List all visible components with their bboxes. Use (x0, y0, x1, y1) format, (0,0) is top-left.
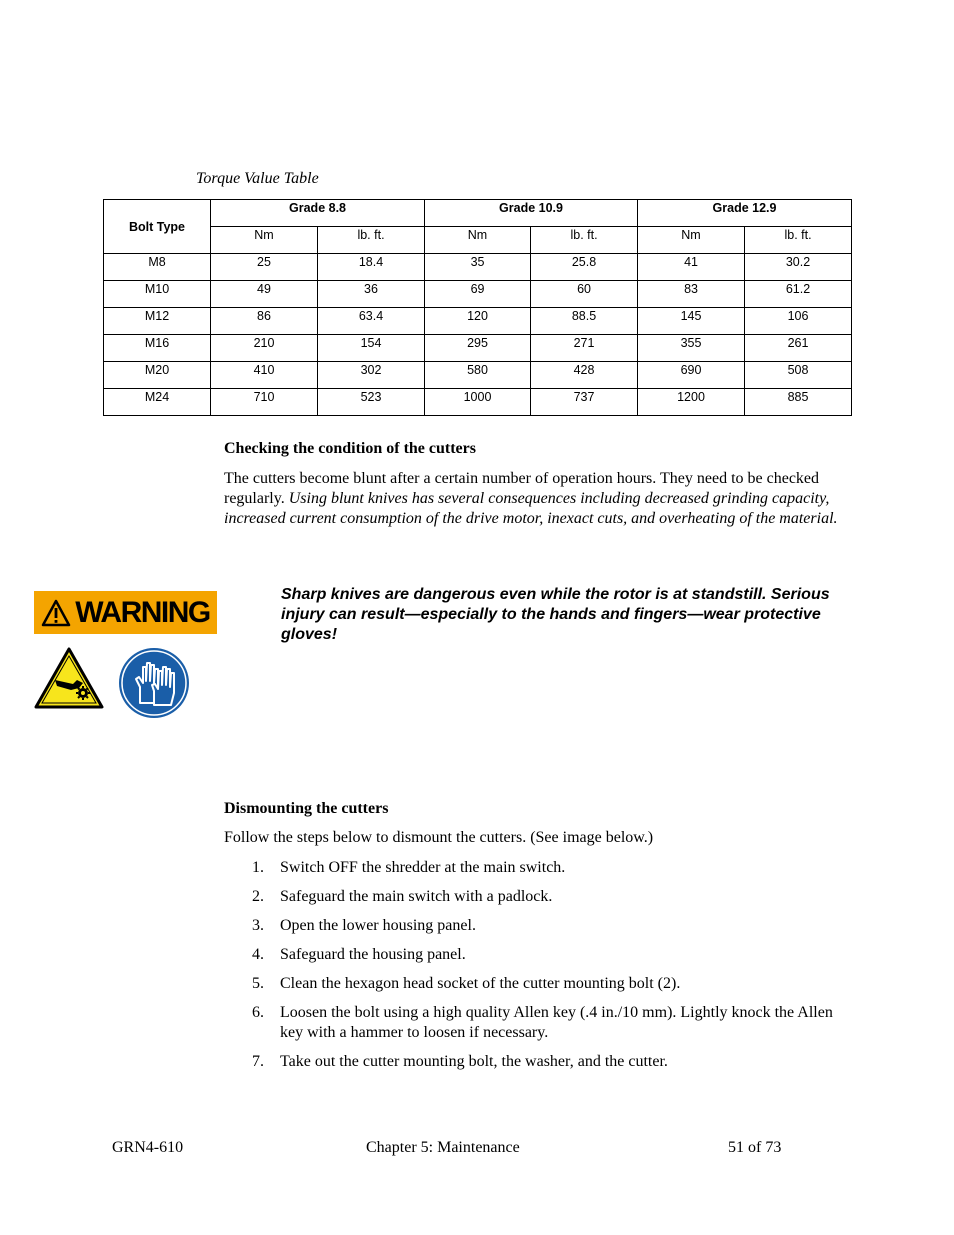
list-item (224, 974, 844, 994)
table-row (104, 335, 852, 362)
alert-triangle-icon (41, 599, 71, 627)
list-item (224, 1052, 844, 1072)
warning-badge (34, 591, 217, 634)
bolt-type-cell: M24 (104, 389, 211, 416)
list-item (224, 916, 844, 936)
torque-value-cell: 41 (638, 254, 745, 281)
torque-value-cell: 60 (531, 281, 638, 308)
bolt-type-cell: M12 (104, 308, 211, 335)
table-row (104, 362, 852, 389)
torque-value-cell: 35 (425, 254, 531, 281)
wear-gloves-icon (118, 647, 190, 719)
torque-value-table (103, 199, 852, 416)
torque-value-cell: 1000 (425, 389, 531, 416)
footer-model: GRN4-610 (112, 1139, 184, 1156)
unit-header: Nm (425, 227, 531, 254)
step-number: 4. (252, 946, 264, 963)
torque-value-cell: 25 (211, 254, 318, 281)
list-item (224, 945, 844, 965)
bolt-type-cell: M10 (104, 281, 211, 308)
checking-paragraph (224, 469, 844, 529)
torque-value-cell: 30.2 (745, 254, 852, 281)
torque-value-cell: 508 (745, 362, 852, 389)
bolt-type-cell: M8 (104, 254, 211, 281)
list-item (224, 1003, 844, 1043)
torque-value-cell: 271 (531, 335, 638, 362)
checking-text: The cutters become blunt after a certain number of operation hours. They need to be checked regularly. (224, 470, 820, 507)
torque-value-cell: 690 (638, 362, 745, 389)
bolt-type-cell: M16 (104, 335, 211, 362)
table-row (104, 308, 852, 335)
torque-value-cell: 61.2 (745, 281, 852, 308)
unit-header: Nm (211, 227, 318, 254)
step-text: Safeguard the housing panel. (280, 946, 466, 963)
torque-value-cell: 63.4 (318, 308, 425, 335)
checking-heading: Checking the condition of the cutters (224, 440, 476, 457)
torque-value-cell: 302 (318, 362, 425, 389)
torque-value-cell: 261 (745, 335, 852, 362)
torque-value-cell: 18.4 (318, 254, 425, 281)
torque-value-cell: 295 (425, 335, 531, 362)
torque-value-cell: 410 (211, 362, 318, 389)
grade-header: Grade 8.8 (211, 200, 425, 227)
step-number: 3. (252, 917, 264, 934)
unit-header: lb. ft. (318, 227, 425, 254)
cutting-hazard-icon (33, 646, 105, 710)
bolt-type-header: Bolt Type (104, 200, 211, 254)
torque-value-cell: 120 (425, 308, 531, 335)
checking-text-italic: Using blunt knives has several consequences including decreased grinding capacity, increased current consumption of the drive motor, inexact cuts, and overheating of the material. (224, 490, 838, 527)
torque-value-cell: 36 (318, 281, 425, 308)
unit-header: lb. ft. (745, 227, 852, 254)
dismounting-heading: Dismounting the cutters (224, 800, 389, 817)
footer-chapter: Chapter 5: Maintenance (366, 1139, 520, 1156)
table-row (104, 281, 852, 308)
step-number: 7. (252, 1053, 264, 1070)
bolt-type-cell: M20 (104, 362, 211, 389)
list-item (224, 887, 844, 907)
torque-value-cell: 428 (531, 362, 638, 389)
torque-value-cell: 25.8 (531, 254, 638, 281)
step-text: Safeguard the main switch with a padlock. (280, 888, 553, 905)
torque-value-cell: 106 (745, 308, 852, 335)
dismounting-steps (224, 858, 844, 1081)
step-number: 2. (252, 888, 264, 905)
torque-value-cell: 69 (425, 281, 531, 308)
step-number: 1. (252, 859, 264, 876)
step-text: Open the lower housing panel. (280, 917, 476, 934)
dismounting-intro: Follow the steps below to dismount the cutters. (See image below.) (224, 829, 654, 846)
unit-header: Nm (638, 227, 745, 254)
table-caption: Torque Value Table (196, 170, 319, 187)
step-text: Loosen the bolt using a high quality Allen key (.4 in./10 mm). Lightly knock the Allen key with a hammer to loosen if necessary. (280, 1004, 833, 1041)
torque-value-cell: 355 (638, 335, 745, 362)
torque-value-cell: 145 (638, 308, 745, 335)
table-row (104, 254, 852, 281)
torque-value-cell: 83 (638, 281, 745, 308)
torque-value-cell: 523 (318, 389, 425, 416)
step-text: Take out the cutter mounting bolt, the washer, and the cutter. (280, 1053, 668, 1070)
step-text: Switch OFF the shredder at the main switch. (280, 859, 566, 876)
step-number: 6. (252, 1004, 264, 1021)
torque-value-cell: 580 (425, 362, 531, 389)
unit-header: lb. ft. (531, 227, 638, 254)
step-number: 5. (252, 975, 264, 992)
torque-value-cell: 737 (531, 389, 638, 416)
step-text: Clean the hexagon head socket of the cutter mounting bolt (2). (280, 975, 681, 992)
grade-header: Grade 10.9 (425, 200, 638, 227)
list-item (224, 858, 844, 878)
torque-value-cell: 1200 (638, 389, 745, 416)
torque-value-cell: 49 (211, 281, 318, 308)
table-row (104, 389, 852, 416)
torque-value-cell: 210 (211, 335, 318, 362)
footer-page-number: 51 of 73 (728, 1139, 782, 1156)
torque-value-cell: 885 (745, 389, 852, 416)
torque-value-cell: 710 (211, 389, 318, 416)
warning-text: Sharp knives are dangerous even while the rotor is at standstill. Serious injury can result—especially to the hands and fingers—wear protective gloves! (281, 586, 830, 643)
grade-header: Grade 12.9 (638, 200, 852, 227)
torque-value-cell: 154 (318, 335, 425, 362)
torque-value-cell: 88.5 (531, 308, 638, 335)
torque-value-cell: 86 (211, 308, 318, 335)
warning-word: WARNING (75, 595, 210, 629)
